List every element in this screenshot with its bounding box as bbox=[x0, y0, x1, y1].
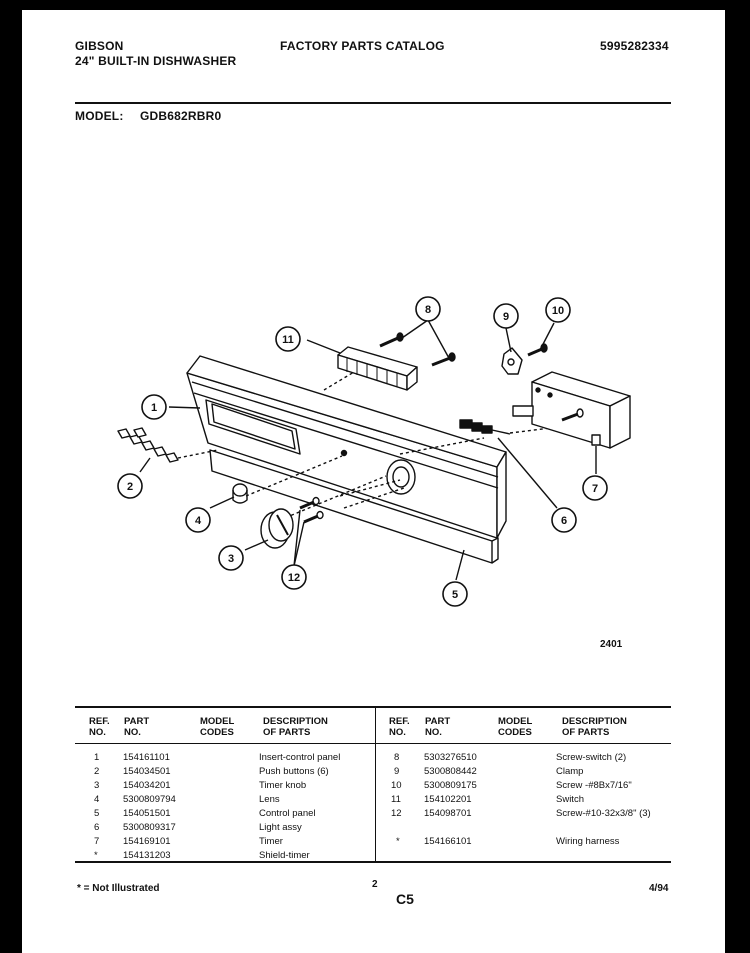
catalog-number: 5995282334 bbox=[600, 39, 669, 53]
svg-text:3: 3 bbox=[227, 553, 235, 565]
figure-number: 2401 bbox=[600, 639, 623, 650]
callout-3 bbox=[219, 546, 243, 570]
header-underline bbox=[75, 743, 671, 744]
catalog-page: GIBSON 24" BUILT-IN DISHWASHER FACTORY PARTS CATALOG 5995282334 MODEL: GDB682RBR0 1 2 3 4 5 6 7 8 9 10 11 12 2401 REF. NO. PART NO. MODEL CODES DESCRIPTION OF PARTS REF. NO. PART NO. MODEL CODES DESCRIPTION OF PARTS 1 154161101 Insert-control panel 2 154034501 Push buttons (6) 3 154034201 Timer knob 4 5300809794 Lens 5 154051501 Control panel 6 5300809317 Light assy 7 154169101 Timer * 154131203 Shield-timer 8 5303276510 Screw-switch (2) 9 5300808442 Clamp 10 5300809175 Screw -#8Bx7/16" 11 154102201 Switch 12 154098701 Screw-#10-32x3/8" (3) * 154166101 Wiring harness * = Not Illustrated 2 C5 4/94 bbox=[22, 10, 725, 953]
callout-2 bbox=[118, 474, 142, 498]
exploded-parts-diagram bbox=[22, 10, 725, 690]
svg-text:12: 12 bbox=[287, 572, 301, 584]
callout-11 bbox=[276, 327, 300, 351]
callout-4 bbox=[186, 508, 210, 532]
header-desc-right: DESCRIPTION OF PARTS bbox=[562, 716, 627, 738]
header-ref-right: REF. NO. bbox=[389, 716, 410, 738]
svg-text:11: 11 bbox=[282, 334, 294, 346]
push-buttons-part bbox=[118, 428, 178, 462]
svg-text:7: 7 bbox=[591, 483, 599, 495]
callout-9 bbox=[494, 304, 518, 328]
svg-text:9: 9 bbox=[502, 311, 510, 323]
header-part-left: PART NO. bbox=[124, 716, 150, 738]
header-ref-left: REF. NO. bbox=[89, 716, 110, 738]
svg-text:8: 8 bbox=[424, 304, 432, 316]
section-code: C5 bbox=[396, 891, 414, 907]
clamp-part bbox=[502, 348, 522, 374]
lens-part bbox=[233, 484, 247, 503]
not-illustrated-note: * = Not Illustrated bbox=[77, 883, 160, 894]
svg-text:1: 1 bbox=[150, 402, 158, 414]
model-label: MODEL: bbox=[75, 109, 124, 123]
table-top-rule bbox=[75, 706, 671, 708]
screw-part-8a bbox=[380, 333, 403, 346]
catalog-title: FACTORY PARTS CATALOG bbox=[280, 39, 445, 53]
table-divider bbox=[375, 707, 376, 861]
header-part-right: PART NO. bbox=[425, 716, 451, 738]
callout-1 bbox=[142, 395, 166, 419]
model-value: GDB682RBR0 bbox=[140, 109, 222, 123]
header-desc-left: DESCRIPTION OF PARTS bbox=[263, 716, 328, 738]
callout-8 bbox=[416, 297, 440, 321]
svg-text:4: 4 bbox=[194, 515, 202, 527]
page-number: 2 bbox=[372, 879, 378, 890]
callout-6 bbox=[552, 508, 576, 532]
brand-name: GIBSON bbox=[75, 39, 124, 53]
svg-text:10: 10 bbox=[551, 305, 565, 317]
header-model-right: MODEL CODES bbox=[498, 716, 533, 738]
header-model-left: MODEL CODES bbox=[200, 716, 235, 738]
svg-text:5: 5 bbox=[451, 589, 459, 601]
callout-10 bbox=[546, 298, 570, 322]
product-subtitle: 24" BUILT-IN DISHWASHER bbox=[75, 54, 237, 68]
callout-5 bbox=[443, 582, 467, 606]
callout-7 bbox=[583, 476, 607, 500]
screw-part-8b bbox=[432, 353, 455, 365]
callout-12 bbox=[282, 565, 306, 589]
light-assy-part bbox=[460, 420, 510, 434]
timer-knob-part bbox=[261, 509, 293, 548]
table-bottom-rule bbox=[75, 861, 671, 863]
svg-text:6: 6 bbox=[560, 515, 568, 527]
revision-date: 4/94 bbox=[649, 883, 669, 894]
svg-text:2: 2 bbox=[126, 481, 134, 493]
